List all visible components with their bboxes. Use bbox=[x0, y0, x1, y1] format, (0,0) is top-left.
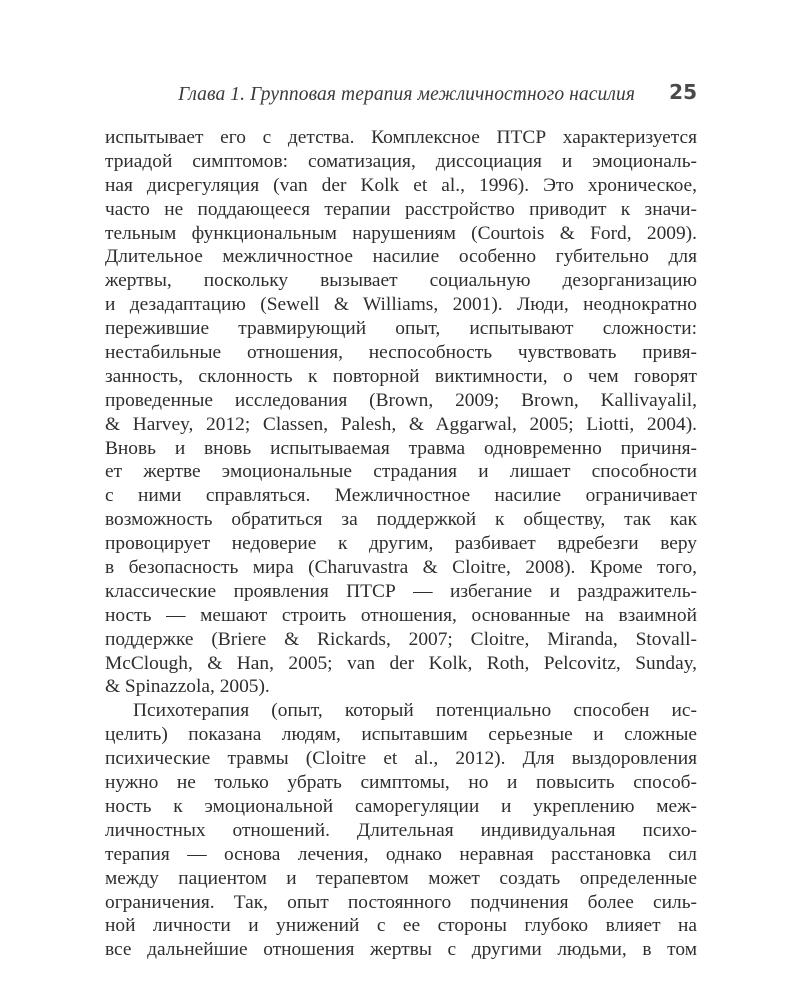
text-line: жертвы, поскольку вызывает социальную дезорганизацию bbox=[105, 270, 697, 292]
text-line: классические проявления ПТСР — избегание и раздражитель- bbox=[105, 580, 697, 602]
text-line: проведенные исследования (Brown, 2009; Brown, Kallivayalil, bbox=[105, 389, 697, 411]
text-line: нужно не только убрать симптомы, но и повысить способ- bbox=[105, 772, 697, 794]
text-line: триадой симптомов: соматизация, диссоциация и эмоциональ- bbox=[105, 150, 697, 172]
text-line: испытывает его с детства. Комплексное ПТСР характеризуется bbox=[105, 127, 697, 148]
text-line: пережившие травмирующий опыт, испытывают сложности: bbox=[105, 318, 697, 340]
text-line: ной личности и унижений с ее стороны глубоко влияет на bbox=[105, 915, 697, 937]
text-line: с ними справляться. Межличностное насилие ограничивает bbox=[105, 485, 697, 507]
text-line: личностных отношений. Длительная индивидуальная психо- bbox=[105, 819, 697, 841]
text-line: занность, склонность к повторной виктимности, о чем говорят bbox=[105, 365, 697, 387]
text-line: и дезадаптацию (Sewell & Williams, 2001). Люди, неоднократно bbox=[105, 294, 697, 316]
text-line: нестабильные отношения, неспособность чувствовать привя- bbox=[105, 342, 697, 364]
text-line: тельным функциональным нарушениям (Courtois & Ford, 2009). bbox=[105, 222, 697, 244]
text-line: между пациентом и терапевтом может создать определенные bbox=[105, 867, 697, 889]
text-line: Вновь и вновь испытываемая травма одновременно причиня- bbox=[105, 437, 697, 459]
text-line: McClough, & Han, 2005; van der Kolk, Roth, Pelcovitz, Sunday, bbox=[105, 652, 697, 674]
text-line: психические травмы (Cloitre et al., 2012). Для выздоровления bbox=[105, 748, 697, 770]
text-line: в безопасность мира (Charuvastra & Cloitre, 2008). Кроме того, bbox=[105, 557, 697, 579]
chapter-title: Глава 1. Групповая терапия межличностного насилия bbox=[178, 84, 635, 105]
page-number: 25 bbox=[669, 80, 697, 104]
text-line: целить) показана людям, испытавшим серьезные и сложные bbox=[105, 724, 697, 746]
text-line: ет жертве эмоциональные страдания и лишает способности bbox=[105, 461, 697, 483]
text-line: ность к эмоциональной саморегуляции и укреплению меж- bbox=[105, 795, 697, 817]
text-line: ная дисрегуляция (van der Kolk et al., 1996). Это хроническое, bbox=[105, 174, 697, 196]
text-line: часто не поддающееся терапии расстройство приводит к значи- bbox=[105, 198, 697, 220]
text-line: все дальнейшие отношения жертвы с другими людьми, в том bbox=[105, 939, 697, 961]
text-line: ность — мешают строить отношения, основанные на взаимной bbox=[105, 604, 697, 626]
text-line: & Harvey, 2012; Classen, Palesh, & Aggarwal, 2005; Liotti, 2004). bbox=[105, 413, 697, 435]
text-line: возможность обратиться за поддержкой к обществу, так как bbox=[105, 509, 697, 531]
paragraph-end-line: & Spinazzola, 2005). bbox=[105, 676, 270, 698]
text-line: терапия — основа лечения, однако неравная расстановка сил bbox=[105, 843, 697, 865]
text-line: ограничения. Так, опыт постоянного подчинения более силь- bbox=[105, 891, 697, 913]
text-line: поддержке (Briere & Rickards, 2007; Cloitre, Miranda, Stovall- bbox=[105, 628, 697, 650]
paragraph-first-line: Психотерапия (опыт, который потенциально способен ис- bbox=[133, 700, 697, 722]
body-text bbox=[105, 126, 697, 962]
text-line: Длительное межличностное насилие особенно губительно для bbox=[105, 246, 697, 268]
text-line: провоцирует недоверие к другим, разбивает вдребезги веру bbox=[105, 533, 697, 555]
running-head bbox=[105, 80, 697, 110]
